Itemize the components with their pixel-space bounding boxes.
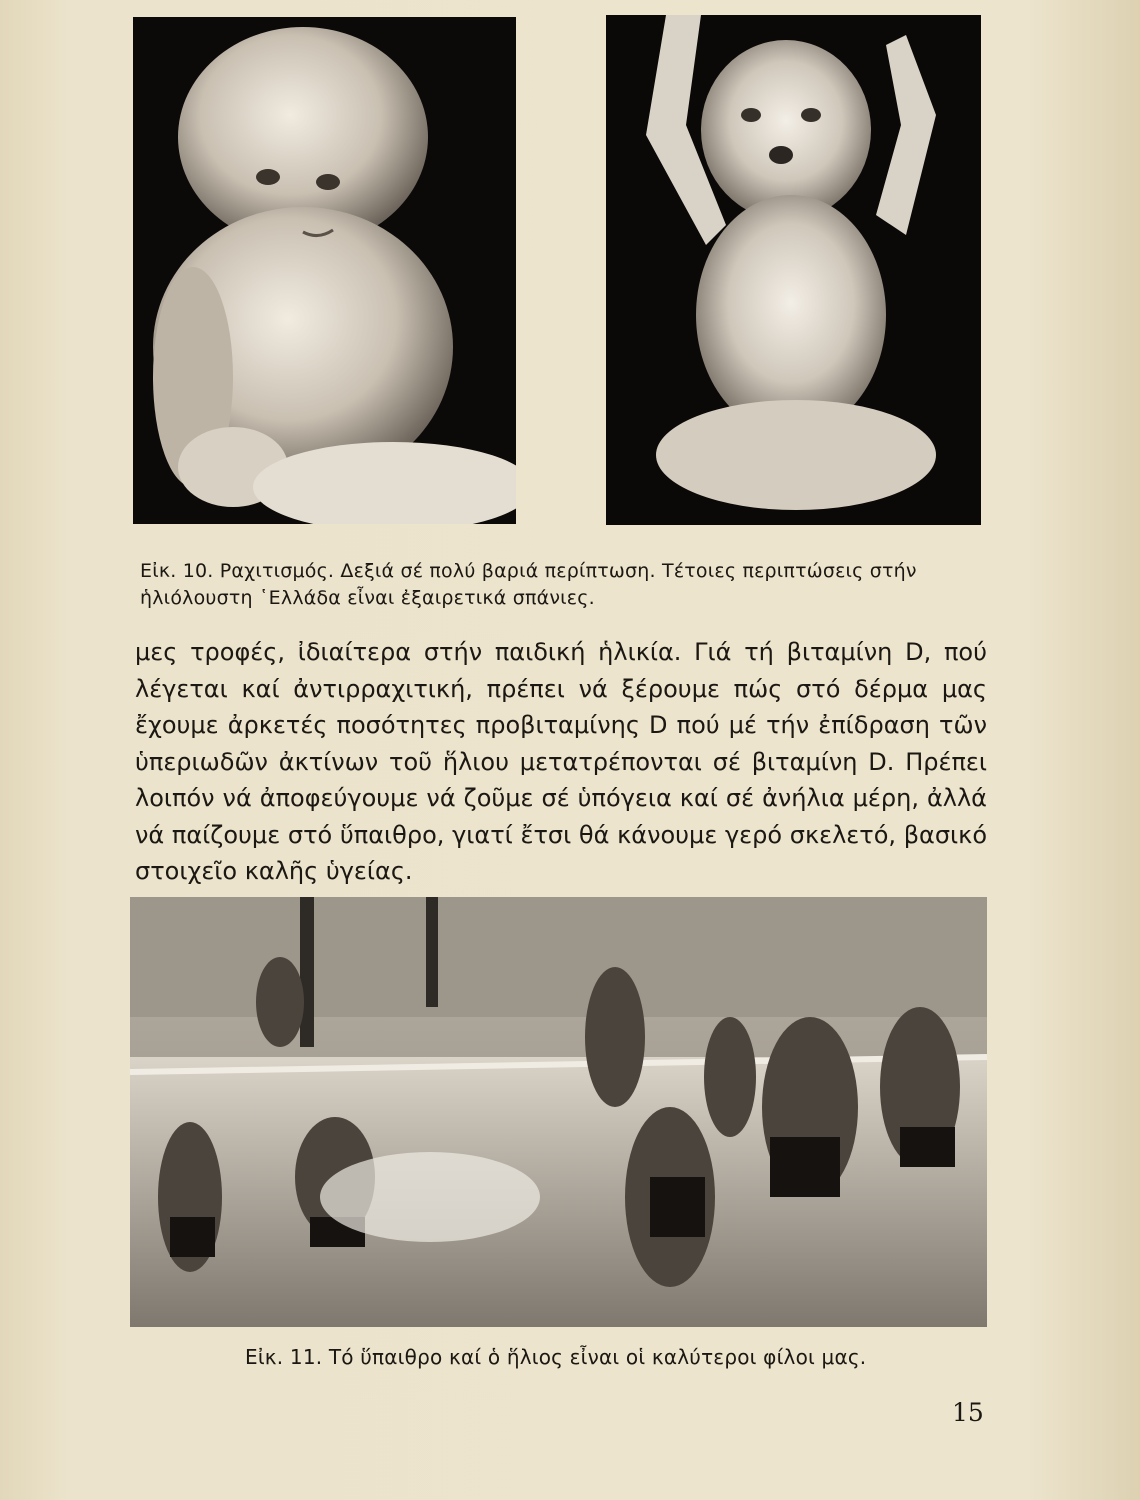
body-paragraph: μες τροφές, ἰδιαίτερα στήν παιδική ἡλικία. Γιά τή βιταμίνη D, πού λέγεται καί ἀντιρραχιτική, πρέπει νά ξέρουμε πώς στό δέρμα μας ἔχουμε ἀρκετές ποσότητες προβιταμίνης D πού μέ τήν ἐπίδραση τῶν ὑπεριωδῶν ἀκτίνων τοῦ ἥλιου μετατρέπονται σέ βιταμίνη D. Πρέπει λοιπόν νά ἀποφεύγουμε νά ζοῦμε σέ ὑπόγεια καί σέ ἀνήλια μέρη, ἀλλά νά παίζουμε στό ὕπαιθρο, γιατί ἔτσι θά κάνουμε γερό σκελετό, βασικό στοιχεῖο καλῆς ὑγείας. [135, 638, 987, 885]
figure-11-caption: Εἰκ. 11. Τό ὕπαιθρο καί ὁ ἥλιος εἶναι οἱ καλύτεροι φίλοι μας. [245, 1345, 867, 1369]
figure-10-caption: Εἰκ. 10. Ραχιτισμός. Δεξιά σέ πολύ βαριά περίπτωση. Τέτοιες περιπτώσεις στήν ἡλιόλουστη ῾Ελλάδα εἶναι ἐξαιρετικά σπάνιες. [140, 560, 917, 609]
rickets-infant-photo-right [606, 15, 981, 525]
children-playing-in-water-photo [130, 897, 987, 1327]
rickets-infant-photo-left [133, 17, 516, 524]
page-number: 15 [952, 1398, 984, 1427]
